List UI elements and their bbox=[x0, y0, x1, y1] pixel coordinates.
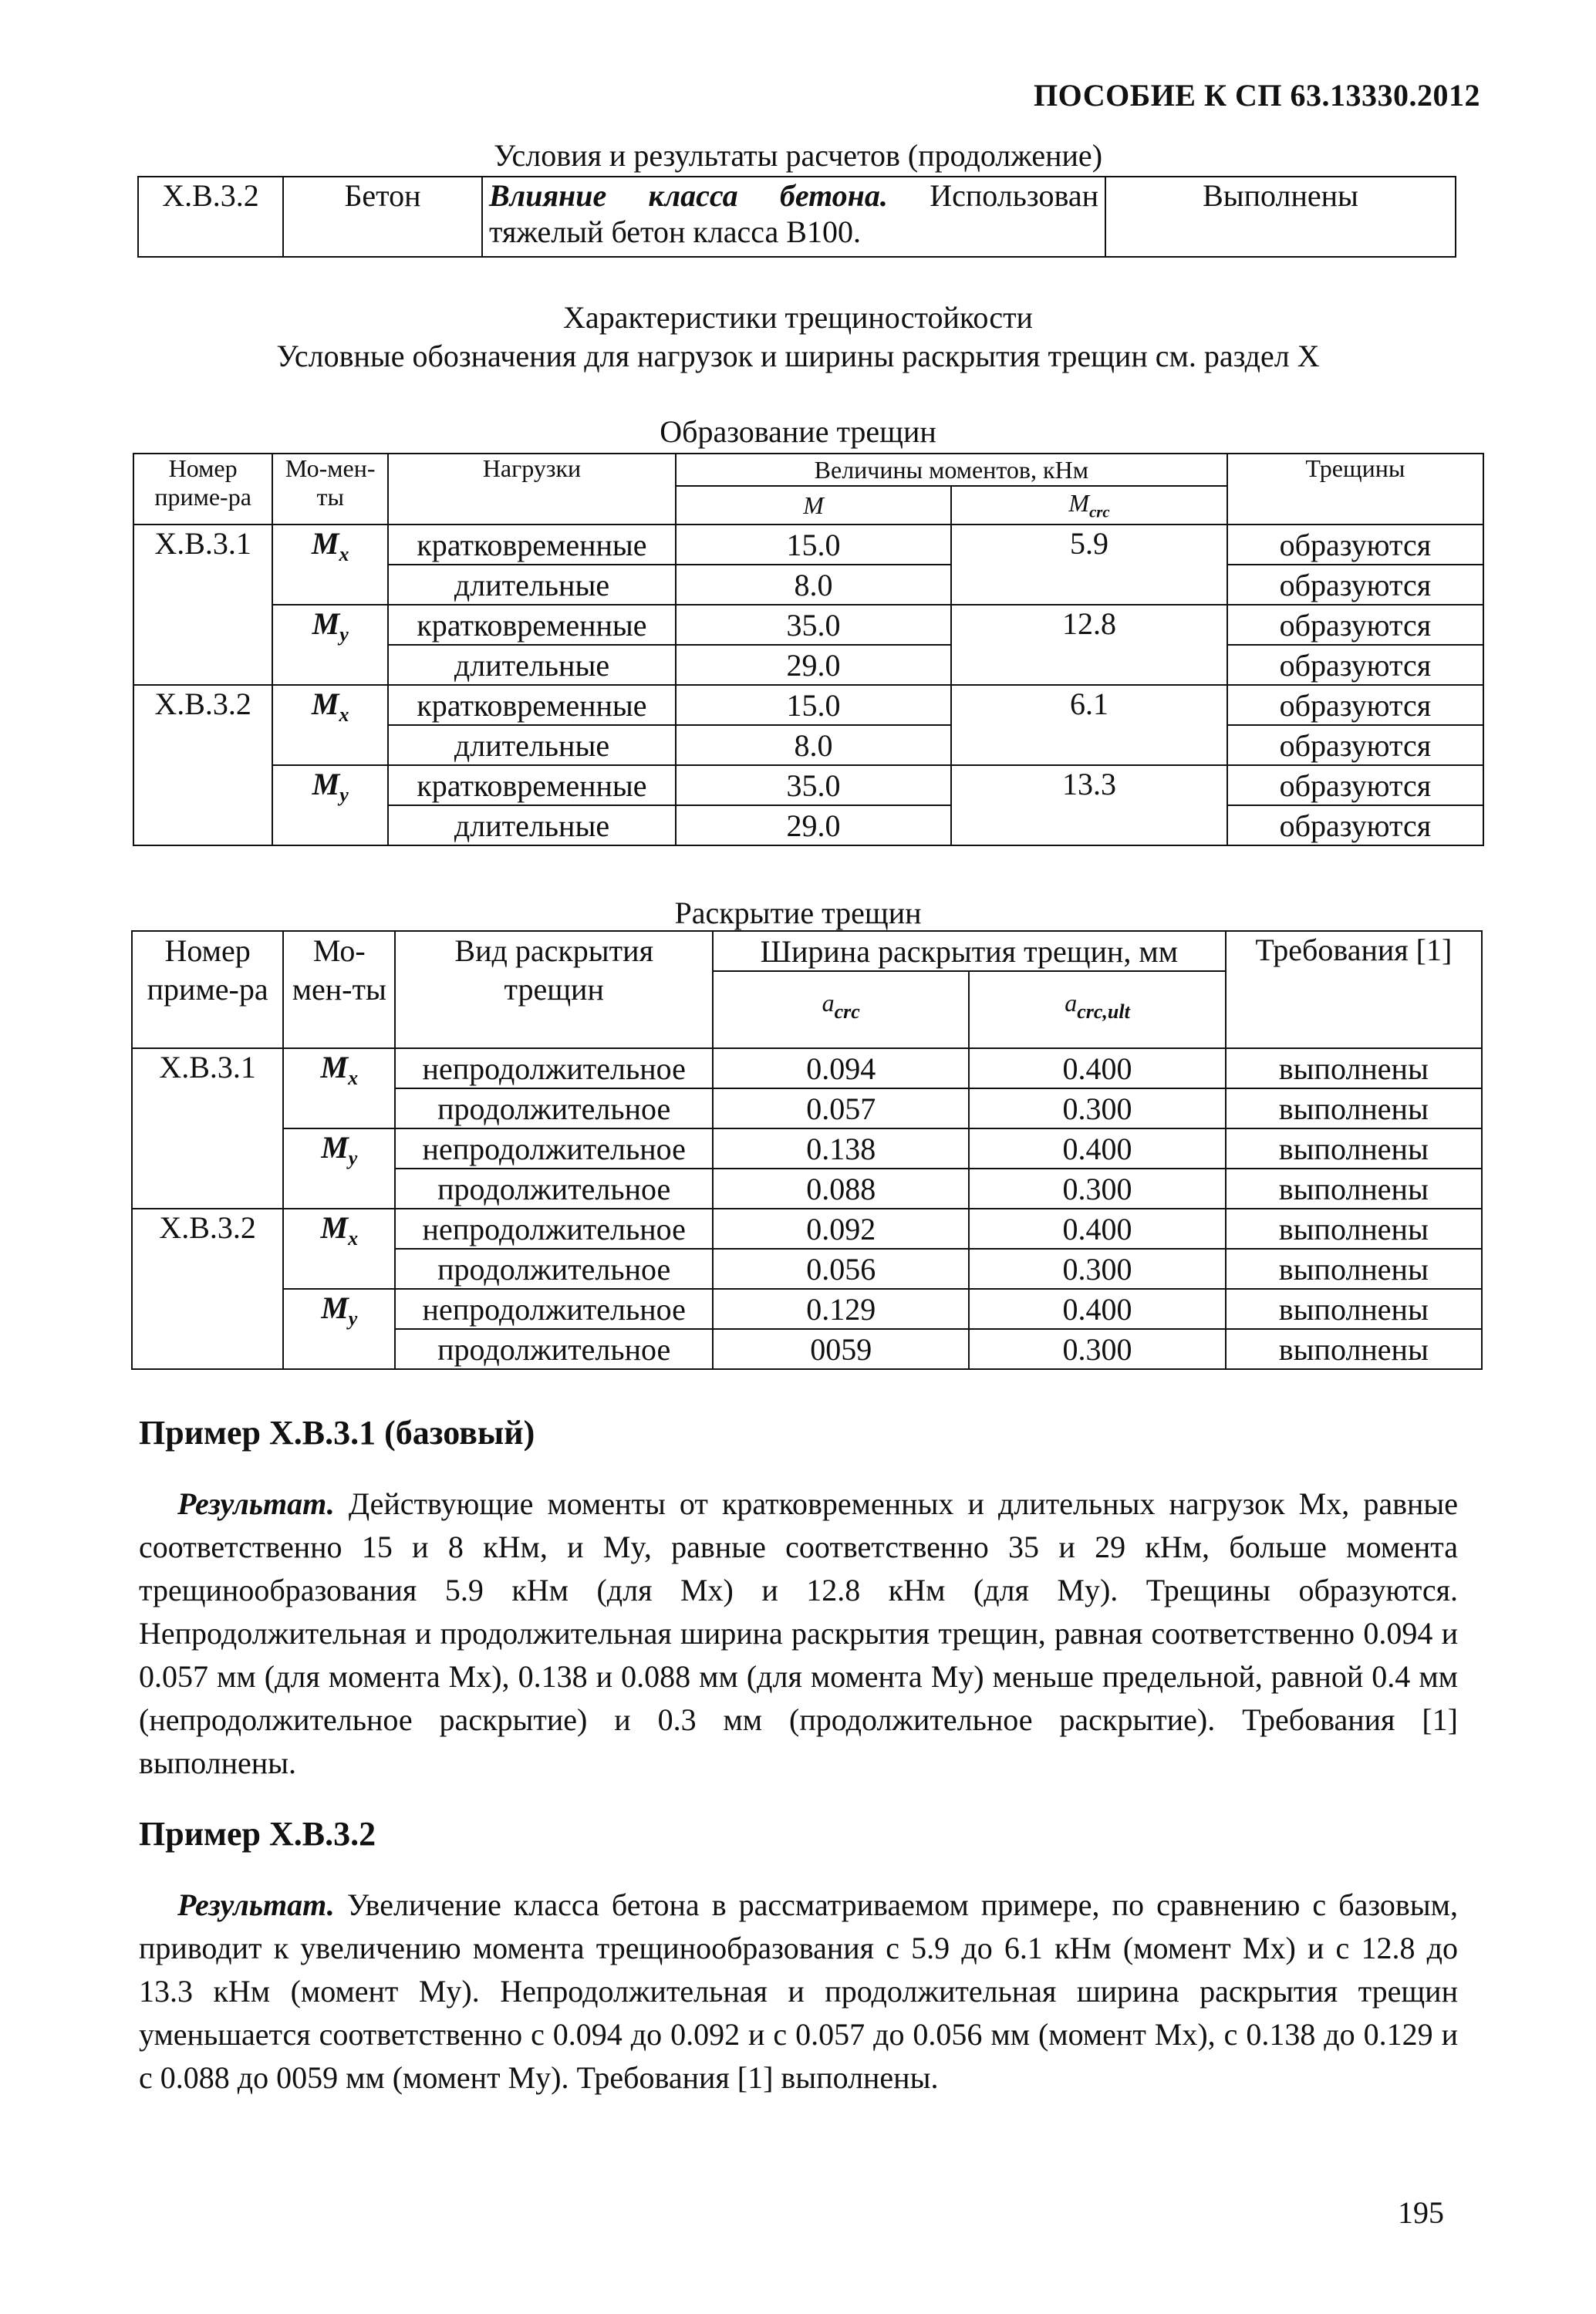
opening-req: выполнены bbox=[1226, 1128, 1482, 1169]
formation-m: 35.0 bbox=[676, 605, 951, 645]
opening-caption: Раскрытие трещин bbox=[674, 896, 922, 930]
formation-m: 35.0 bbox=[676, 765, 951, 805]
example1-lead: Результат. bbox=[177, 1486, 335, 1521]
opening-acrc: 0059 bbox=[713, 1329, 969, 1369]
document-header: ПОСОБИЕ К СП 63.13330.2012 bbox=[1034, 78, 1480, 113]
formation-m: 15.0 bbox=[676, 685, 951, 725]
opening-header-example: Номер приме-ра bbox=[132, 931, 283, 1048]
opening-header-acrcult: $a_{crc,ult}$ bbox=[969, 971, 1225, 1048]
example2-paragraph bbox=[139, 1884, 1458, 2100]
formation-mcrc: 5.9 bbox=[951, 525, 1227, 605]
opening-type: непродолжительное bbox=[395, 1289, 713, 1329]
opening-table bbox=[131, 930, 1483, 1370]
example1-text: Действующие моменты от кратковременных и длительных нагрузок Mx, равные соответственно 15 и 8 кНм, и My, равные соответственно 35 и 29 кНм, больше момента трещинообразования 5.9 кНм (для Mx) и 12.8 кНм (для My). Трещины образуются. Непродолжительная и продолжительная ширина раскрытия трещин, равная соответственно 0.094 и 0.057 мм (для момента Mx), 0.138 и 0.088 мм (для момента My) меньше предельной, равной 0.4 мм (непродолжительное раскрытие) и 0.3 мм (продолжительное раскрытие). Требования [1] выполнены. bbox=[139, 1486, 1458, 1780]
conditions-parameter: Бетон bbox=[283, 177, 482, 257]
table-row bbox=[133, 765, 1483, 805]
opening-req: выполнены bbox=[1226, 1088, 1482, 1128]
formation-cracks: образуются bbox=[1227, 725, 1483, 765]
formation-cracks: образуются bbox=[1227, 765, 1483, 805]
formation-cracks: образуются bbox=[1227, 565, 1483, 605]
opening-moment: $M_y$ bbox=[283, 1289, 395, 1369]
opening-req: выполнены bbox=[1226, 1048, 1482, 1088]
opening-acrc: 0.056 bbox=[713, 1249, 969, 1289]
conditions-table bbox=[137, 176, 1456, 258]
formation-mcrc: 13.3 bbox=[951, 765, 1227, 845]
opening-type: непродолжительное bbox=[395, 1048, 713, 1088]
opening-acrcult: 0.300 bbox=[969, 1249, 1225, 1289]
opening-header-type: Вид раскрытия трещин bbox=[395, 931, 713, 1048]
opening-acrcult: 0.400 bbox=[969, 1209, 1225, 1249]
formation-load: кратковременные bbox=[388, 525, 676, 565]
conditions-status: Выполнены bbox=[1105, 177, 1456, 257]
opening-type: непродолжительное bbox=[395, 1128, 713, 1169]
section-title: Характеристики трещиностойкости bbox=[563, 300, 1033, 335]
formation-load: длительные bbox=[388, 565, 676, 605]
formation-cracks: образуются bbox=[1227, 605, 1483, 645]
formation-mcrc: 6.1 bbox=[951, 685, 1227, 765]
formation-header-mcrc: $M_{crc}$ bbox=[951, 486, 1227, 525]
formation-m: 29.0 bbox=[676, 645, 951, 685]
opening-acrcult: 0.400 bbox=[969, 1128, 1225, 1169]
formation-header-moments: Мо-мен-ты bbox=[272, 454, 388, 525]
formation-m: 8.0 bbox=[676, 725, 951, 765]
formation-header-m: M bbox=[676, 486, 951, 525]
opening-acrc: 0.088 bbox=[713, 1169, 969, 1209]
opening-req: выполнены bbox=[1226, 1329, 1482, 1369]
conditions-description-bold: Влияние класса бетона. bbox=[489, 178, 888, 213]
opening-header-requirements: Требования [1] bbox=[1226, 931, 1482, 1048]
formation-moment: $M_x$ bbox=[272, 525, 388, 605]
opening-type: продолжительное bbox=[395, 1329, 713, 1369]
formation-load: кратковременные bbox=[388, 605, 676, 645]
example1-title: Пример Х.В.3.1 (базовый) bbox=[139, 1414, 535, 1452]
opening-acrc: 0.138 bbox=[713, 1128, 969, 1169]
table-row bbox=[133, 685, 1483, 725]
opening-acrc: 0.094 bbox=[713, 1048, 969, 1088]
formation-mcrc: 12.8 bbox=[951, 605, 1227, 685]
formation-moment: $M_y$ bbox=[272, 765, 388, 845]
example2-title: Пример Х.В.3.2 bbox=[139, 1815, 376, 1853]
opening-type: непродолжительное bbox=[395, 1209, 713, 1249]
section-subtitle: Условные обозначения для нагрузок и ширины раскрытия трещин см. раздел Х bbox=[276, 339, 1320, 373]
opening-example: Х.В.3.1 bbox=[132, 1048, 283, 1209]
table-row bbox=[133, 605, 1483, 645]
conditions-description bbox=[482, 177, 1105, 257]
opening-moment: $M_y$ bbox=[283, 1128, 395, 1209]
table-row bbox=[132, 1209, 1482, 1249]
formation-caption: Образование трещин bbox=[660, 414, 936, 449]
opening-moment: $M_x$ bbox=[283, 1209, 395, 1289]
opening-acrc: 0.092 bbox=[713, 1209, 969, 1249]
opening-acrc: 0.129 bbox=[713, 1289, 969, 1329]
opening-acrcult: 0.400 bbox=[969, 1048, 1225, 1088]
opening-acrc: 0.057 bbox=[713, 1088, 969, 1128]
formation-header-loads: Нагрузки bbox=[388, 454, 676, 525]
formation-example: Х.В.3.1 bbox=[133, 525, 272, 685]
formation-header-example: Номер приме-ра bbox=[133, 454, 272, 525]
opening-req: выполнены bbox=[1226, 1169, 1482, 1209]
table-row bbox=[132, 1289, 1482, 1329]
opening-type: продолжительное bbox=[395, 1169, 713, 1209]
formation-m: 8.0 bbox=[676, 565, 951, 605]
formation-m: 15.0 bbox=[676, 525, 951, 565]
formation-header-cracks: Трещины bbox=[1227, 454, 1483, 525]
opening-acrcult: 0.300 bbox=[969, 1088, 1225, 1128]
formation-load: кратковременные bbox=[388, 685, 676, 725]
conditions-description-rest: Использован тяжелый бетон класса В100. bbox=[489, 178, 1099, 249]
conditions-caption: Условия и результаты расчетов (продолжение) bbox=[493, 138, 1103, 173]
opening-type: продолжительное bbox=[395, 1249, 713, 1289]
opening-moment: $M_x$ bbox=[283, 1048, 395, 1128]
page-number: 195 bbox=[1398, 2195, 1444, 2230]
formation-cracks: образуются bbox=[1227, 805, 1483, 845]
table-row bbox=[133, 525, 1483, 565]
opening-header-acrc: $a_{crc}$ bbox=[713, 971, 969, 1048]
opening-req: выполнены bbox=[1226, 1209, 1482, 1249]
table-row bbox=[132, 1048, 1482, 1088]
formation-moment: $M_y$ bbox=[272, 605, 388, 685]
opening-header-width: Ширина раскрытия трещин, мм bbox=[713, 931, 1226, 971]
formation-header-values: Величины моментов, кНм bbox=[676, 454, 1227, 486]
formation-moment: $M_x$ bbox=[272, 685, 388, 765]
conditions-example: Х.В.3.2 bbox=[138, 177, 283, 257]
example2-text: Увеличение класса бетона в рассматриваемом примере, по сравнению с базовым, приводит к увеличению момента трещинообразования с 5.9 до 6.1 кНм (момент Mx) и с 12.8 до 13.3 кНм (момент My). Непродолжительная и продолжительная ширина раскрытия трещин уменьшается соответственно с 0.094 до 0.092 и с 0.057 до 0.056 мм (момент Mx), с 0.138 до 0.129 и с 0.088 до 0059 мм (момент My). Требования [1] выполнены. bbox=[139, 1887, 1458, 2095]
formation-load: длительные bbox=[388, 645, 676, 685]
formation-cracks: образуются bbox=[1227, 525, 1483, 565]
formation-load: длительные bbox=[388, 805, 676, 845]
opening-header-moments: Мо-мен-ты bbox=[283, 931, 395, 1048]
example2-lead: Результат. bbox=[177, 1887, 335, 1922]
table-row bbox=[132, 1128, 1482, 1169]
opening-type: продолжительное bbox=[395, 1088, 713, 1128]
formation-cracks: образуются bbox=[1227, 645, 1483, 685]
opening-acrcult: 0.400 bbox=[969, 1289, 1225, 1329]
opening-acrcult: 0.300 bbox=[969, 1169, 1225, 1209]
opening-acrcult: 0.300 bbox=[969, 1329, 1225, 1369]
formation-m: 29.0 bbox=[676, 805, 951, 845]
formation-cracks: образуются bbox=[1227, 685, 1483, 725]
opening-req: выполнены bbox=[1226, 1289, 1482, 1329]
formation-load: кратковременные bbox=[388, 765, 676, 805]
formation-load: длительные bbox=[388, 725, 676, 765]
example1-paragraph bbox=[139, 1483, 1458, 1785]
opening-req: выполнены bbox=[1226, 1249, 1482, 1289]
formation-example: Х.В.3.2 bbox=[133, 685, 272, 845]
opening-example: Х.В.3.2 bbox=[132, 1209, 283, 1369]
formation-table bbox=[133, 453, 1484, 846]
